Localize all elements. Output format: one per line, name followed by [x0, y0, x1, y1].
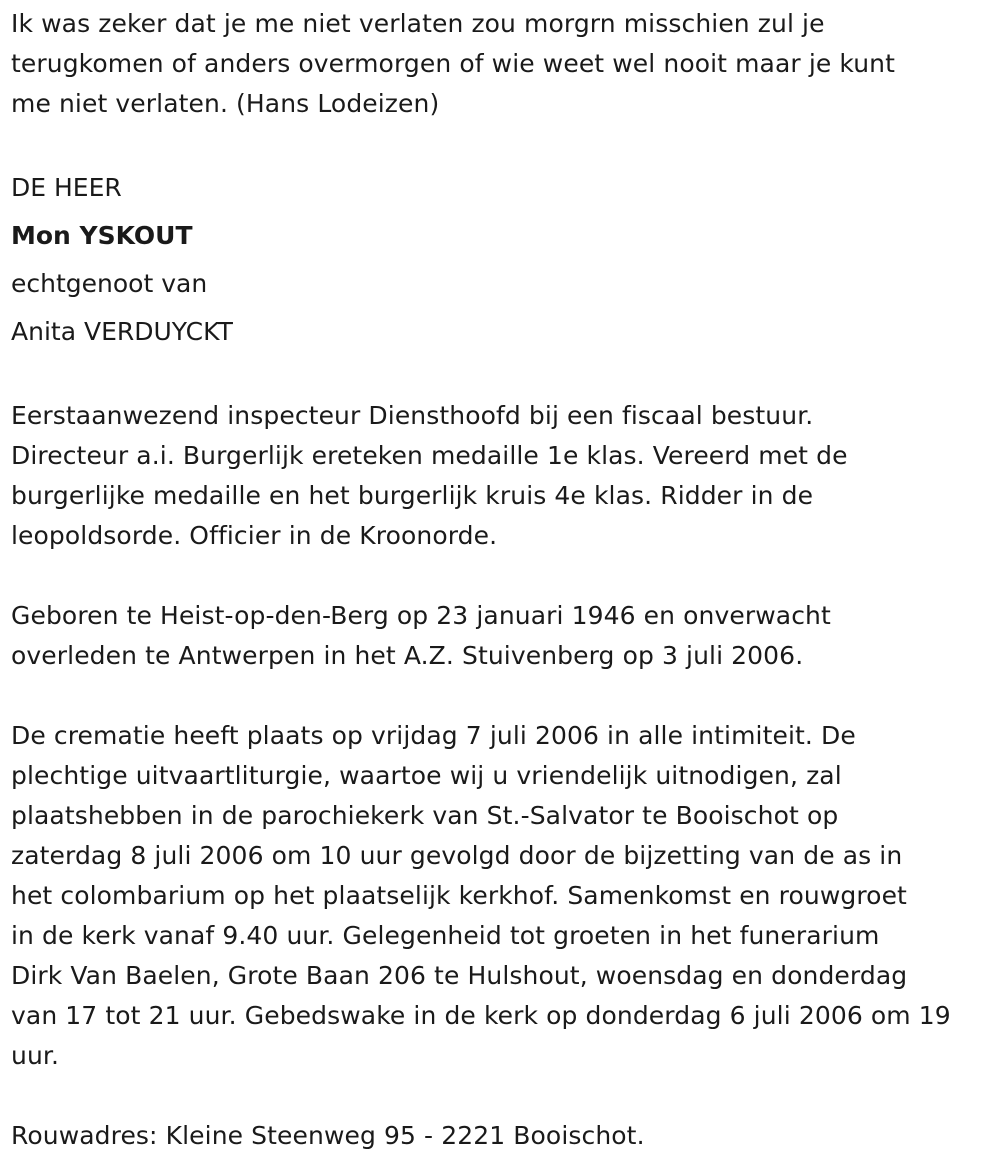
birth-death-paragraph: Geboren te Heist-op-den-Berg op 23 januari 1946 en onverwacht overleden te Antwerpen in het A.Z. Stuivenberg op 3 juli 2006. — [11, 601, 831, 670]
spacer — [11, 676, 996, 716]
spacer — [11, 1076, 996, 1116]
career-paragraph: Eerstaanwezend inspecteur Diensthoofd bij een fiscaal bestuur. Directeur a.i. Burgerlijk ereteken medaille 1e klas. Vereerd met de burgerlijke medaille en het burgerlijk kruis 4e klas. Ridder in de leopoldsorde. Officier in de Kroonorde. — [11, 401, 848, 550]
spouse-name: Anita VERDUYCKT — [11, 317, 233, 346]
obituary-document — [11, 4, 996, 1156]
deceased-name: Mon YSKOUT — [11, 221, 193, 250]
relation-line: echtgenoot van — [11, 269, 208, 298]
ceremony-paragraph: De crematie heeft plaats op vrijdag 7 juli 2006 in alle intimiteit. De plechtige uitvaartliturgie, waartoe wij u vriendelijk uitnodigen, zal plaatshebben in de parochiekerk van St.-Salvator te Booischot op zaterdag 8 juli 2006 om 10 uur gevolgd door de bijzetting van de as in het colombarium op het plaatselijk kerkhof. Samenkomst en rouwgroet in de kerk vanaf 9.40 uur. Gelegenheid tot groeten in het funerarium Dirk Van Baelen, Grote Baan 206 te Hulshout, woensdag en donderdag van 17 tot 21 uur. Gebedswake in de kerk op donderdag 6 juli 2006 om 19 uur. — [11, 721, 951, 1070]
spacer — [11, 124, 996, 164]
spacer — [11, 356, 996, 396]
title-line: DE HEER — [11, 173, 122, 202]
address-line: Rouwadres: Kleine Steenweg 95 - 2221 Booischot. — [11, 1121, 645, 1150]
quote-paragraph: Ik was zeker dat je me niet verlaten zou morgrn misschien zul je terugkomen of anders overmorgen of wie weet wel nooit maar je kunt me niet verlaten. (Hans Lodeizen) — [11, 9, 895, 118]
spacer — [11, 556, 996, 596]
